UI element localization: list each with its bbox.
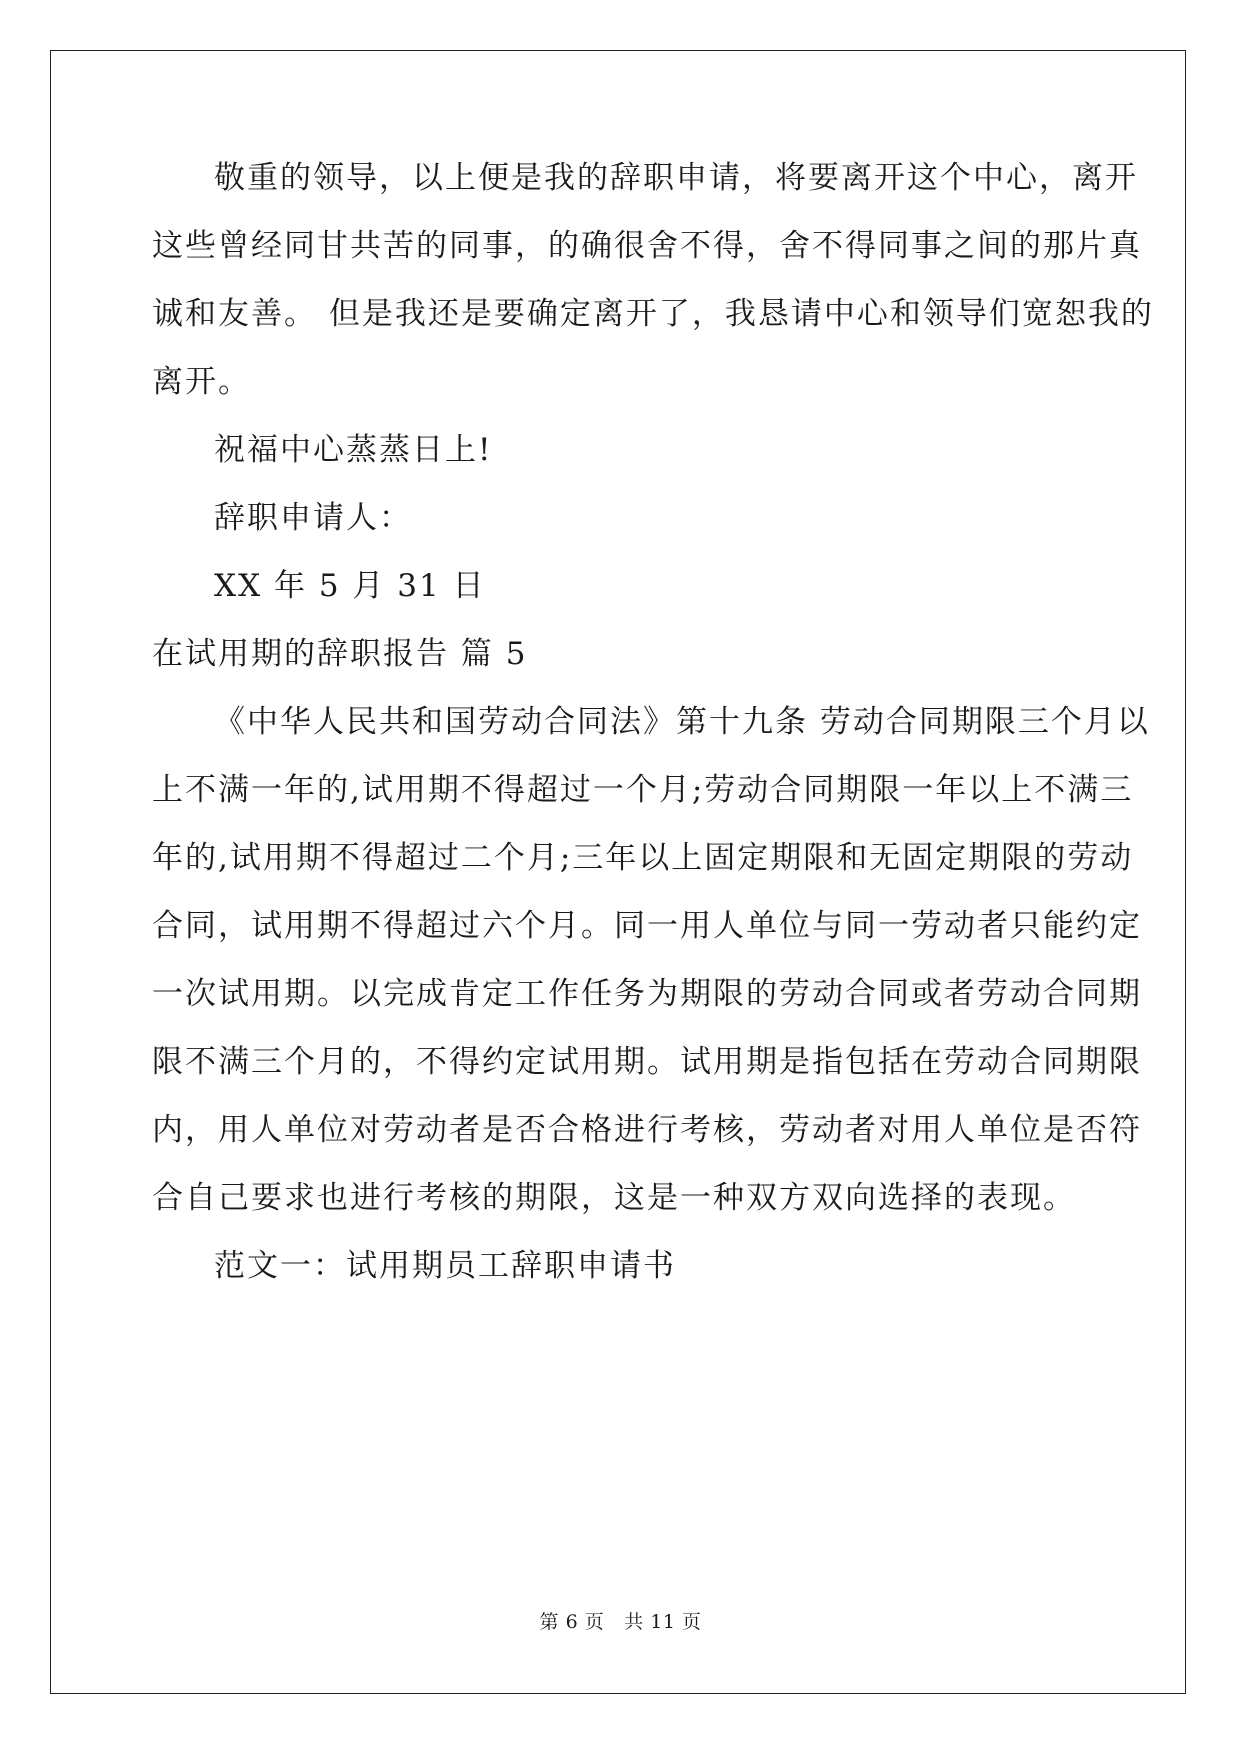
blessing-line: 祝福中心蒸蒸日上! bbox=[214, 432, 493, 468]
paragraph-line: 敬重的领导，以上便是我的辞职申请，将要离开这个中心，离开 bbox=[214, 160, 1138, 196]
paragraph-line: 《中华人民共和国劳动合同法》第十九条 劳动合同期限三个月以 bbox=[214, 704, 1150, 740]
subheading-line: 范文一：试用期员工辞职申请书 bbox=[214, 1248, 676, 1284]
date-line: XX 年 5 月 31 日 bbox=[214, 568, 486, 604]
paragraph-line: 离开。 bbox=[152, 364, 251, 400]
paragraph-line: 一次试用期。以完成肯定工作任务为期限的劳动合同或者劳动合同期 bbox=[152, 976, 1142, 1012]
page-number-current: 第 6 页 bbox=[539, 1611, 605, 1633]
signature-label: 辞职申请人： bbox=[214, 500, 412, 536]
paragraph-line: 年的,试用期不得超过二个月;三年以上固定期限和无固定期限的劳动 bbox=[152, 840, 1134, 876]
paragraph-line: 这些曾经同甘共苦的同事，的确很舍不得，舍不得同事之间的那片真 bbox=[152, 228, 1142, 264]
paragraph-line: 诚和友善。 但是我还是要确定离开了，我恳请中心和领导们宽恕我的 bbox=[152, 296, 1154, 332]
page-footer bbox=[0, 1610, 1241, 1634]
section-heading: 在试用期的辞职报告 篇 5 bbox=[152, 636, 528, 672]
paragraph-line: 限不满三个月的，不得约定试用期。试用期是指包括在劳动合同期限 bbox=[152, 1044, 1142, 1080]
paragraph-line: 内，用人单位对劳动者是否合格进行考核，劳动者对用人单位是否符 bbox=[152, 1112, 1142, 1148]
paragraph-line: 合自己要求也进行考核的期限，这是一种双方双向选择的表现。 bbox=[152, 1180, 1076, 1216]
page-number-total: 共 11 页 bbox=[624, 1611, 702, 1633]
paragraph-line: 合同，试用期不得超过六个月。同一用人单位与同一劳动者只能约定 bbox=[152, 908, 1142, 944]
paragraph-line: 上不满一年的,试用期不得超过一个月;劳动合同期限一年以上不满三 bbox=[152, 772, 1134, 808]
